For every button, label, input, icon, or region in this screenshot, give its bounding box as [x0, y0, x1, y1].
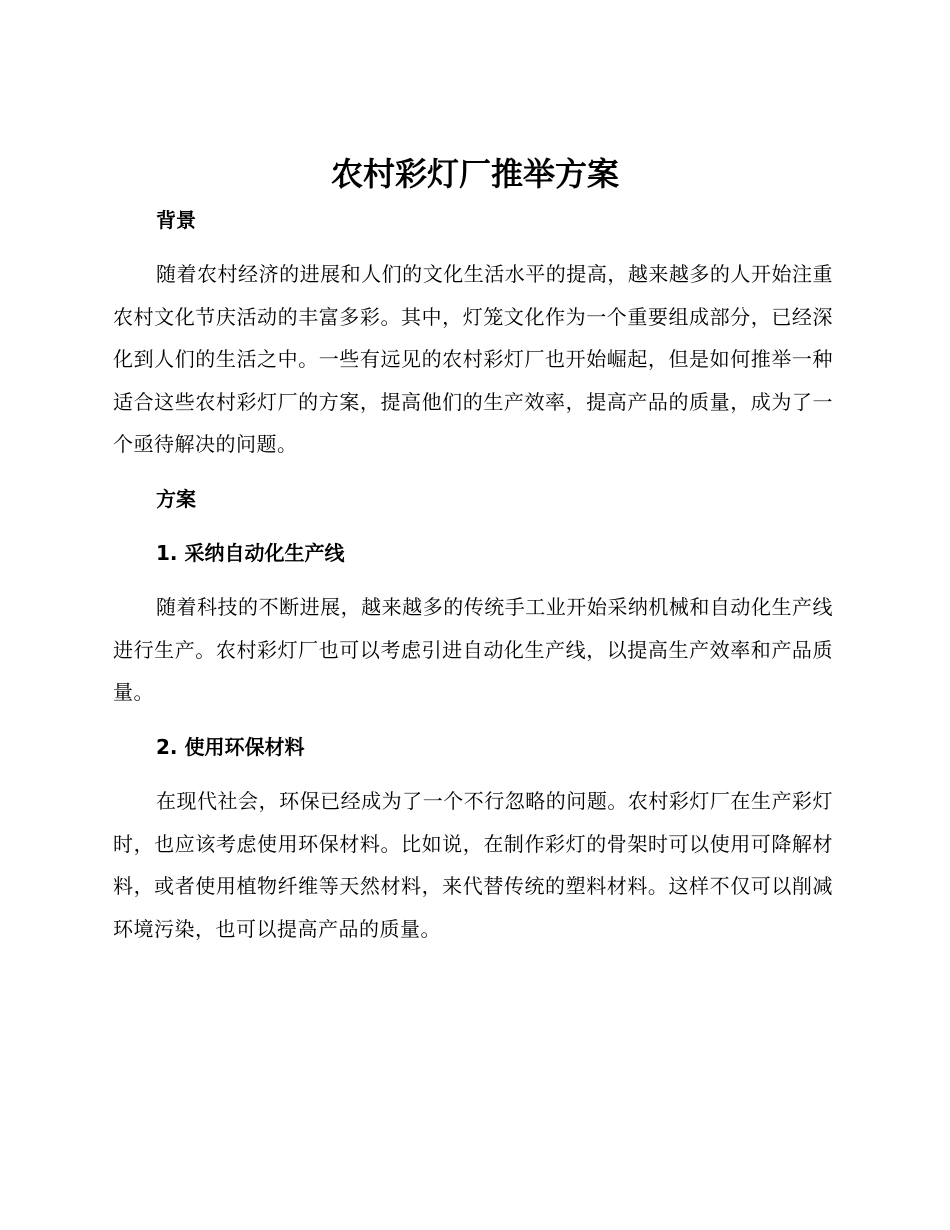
section-heading-background: 背景	[156, 208, 196, 232]
section-heading-item1: 1. 采纳自动化生产线	[156, 541, 345, 565]
document-title: 农村彩灯厂推举方案	[330, 155, 619, 193]
section-heading-item2: 2. 使用环保材料	[156, 735, 305, 759]
item2-paragraph: 在现代社会，环保已经成为了一个不行忽略的问题。农村彩灯厂在生产彩灯时，也应该考虑使用环保材料。比如说，在制作彩灯的骨架时可以使用可降解材料，或者使用植物纤维等天然材料，来代替传统的塑料材料。这样不仅可以削减环境污染，也可以提高产品的质量。	[113, 789, 833, 941]
section-heading-plan: 方案	[156, 487, 196, 511]
item1-paragraph: 随着科技的不断进展，越来越多的传统手工业开始采纳机械和自动化生产线进行生产。农村彩灯厂也可以考虑引进自动化生产线，以提高生产效率和产品质量。	[113, 595, 833, 704]
background-paragraph: 随着农村经济的进展和人们的文化生活水平的提高，越来越多的人开始注重农村文化节庆活动的丰富多彩。其中，灯笼文化作为一个重要组成部分，已经深化到人们的生活之中。一些有远见的农村彩灯厂也开始崛起，但是如何推举一种适合这些农村彩灯厂的方案，提高他们的生产效率，提高产品的质量，成为了一个亟待解决的问题。	[113, 262, 833, 456]
